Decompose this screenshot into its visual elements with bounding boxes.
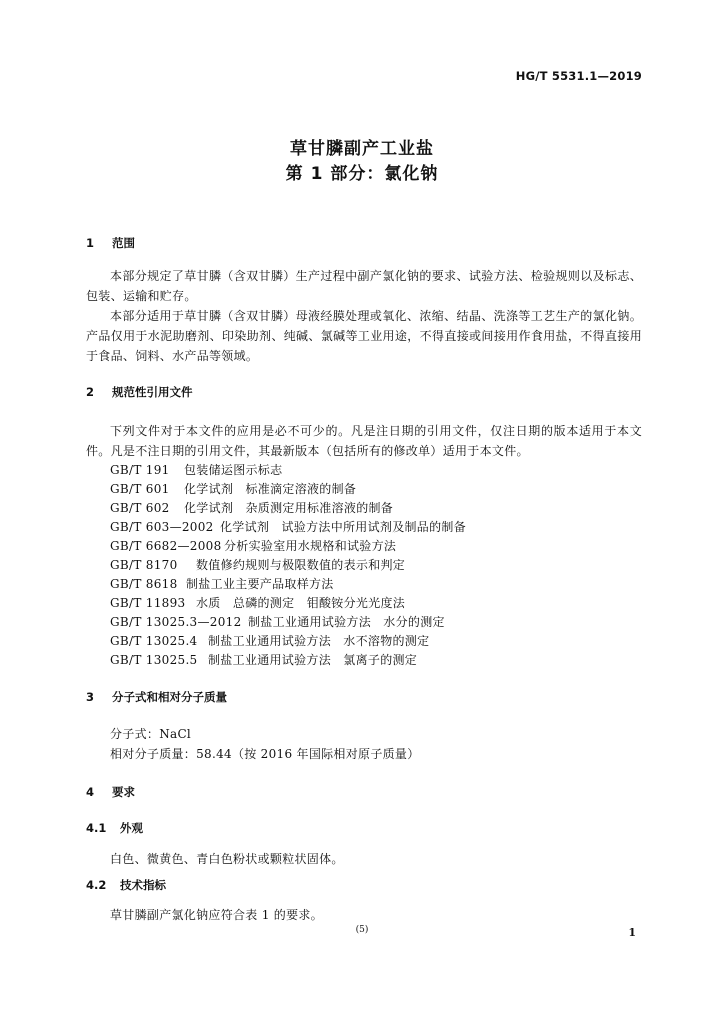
reference-item (110, 499, 393, 516)
reference-code: GB/T 8618 (110, 577, 178, 591)
reference-item (110, 537, 396, 554)
reference-code: GB/T 601 (110, 482, 170, 496)
reference-title: 制盐工业主要产品取样方法 (186, 577, 334, 591)
section-2-paragraph: 下列文件对于本文件的应用是必不可少的。凡是注日期的引用文件，仅注日期的版本适用于本文件。凡是不注日期的引用文件，其最新版本（包括所有的修改单）适用于本文件。 (86, 424, 642, 458)
section-title: 范围 (112, 236, 136, 250)
technical-spec-text: 草甘膦副产氯化钠应符合表 1 的要求。 (110, 908, 323, 922)
reference-item (110, 613, 445, 630)
section-4-1-heading (86, 820, 143, 836)
reference-title: 制盐工业通用试验方法 水不溶物的测定 (208, 634, 430, 648)
section-1-paragraph-1: 本部分规定了草甘膦（含双甘膦）生产过程中副产氯化钠的要求、试验方法、检验规则以及标志、包装、运输和贮存。 (86, 269, 642, 303)
section-title: 要求 (112, 785, 136, 799)
section-title: 外观 (120, 821, 144, 835)
reference-code: GB/T 13025.3—2012 (110, 615, 242, 629)
section-number: 2 (86, 385, 95, 399)
reference-item (110, 556, 405, 573)
reference-title: 水质 总磷的测定 钼酸铵分光光度法 (196, 596, 406, 610)
reference-code: GB/T 8170 (110, 558, 178, 572)
reference-item (110, 480, 356, 497)
reference-code: GB/T 13025.4 (110, 634, 198, 648)
molecular-mass: 相对分子质量：58.44（按 2016 年国际相对原子质量） (110, 747, 420, 761)
reference-title: 化学试剂 标准滴定溶液的制备 (184, 482, 357, 496)
reference-code: GB/T 191 (110, 463, 170, 477)
page-footer-label: (5) (355, 925, 369, 935)
reference-title: 制盐工业通用试验方法 水分的测定 (248, 615, 445, 629)
section-title: 规范性引用文件 (112, 385, 193, 399)
reference-title: 化学试剂 试验方法中所用试剂及制品的制备 (220, 520, 467, 534)
reference-item (110, 461, 282, 478)
reference-item (110, 594, 405, 611)
molecular-formula: 分子式：NaCl (110, 727, 192, 741)
document-title: 草甘膦副产工业盐 (290, 139, 434, 159)
standard-code: HG/T 5531.1—2019 (515, 69, 642, 83)
section-1-paragraph-2: 本部分适用于草甘膦（含双甘膦）母液经膜处理或氧化、浓缩、结晶、洗涤等工艺生产的氯化钠。产品仅用于水泥助磨剂、印染助剂、纯碱、氯碱等工业用途，不得直接或间接用作食用盐，不得直接用于食品、饲料、水产品等领域。 (86, 309, 642, 363)
section-number: 1 (86, 236, 95, 250)
appearance-text: 白色、微黄色、青白色粉状或颗粒状固体。 (110, 852, 344, 866)
reference-title: 制盐工业通用试验方法 氯离子的测定 (208, 653, 418, 667)
reference-title: 数值修约规则与极限数值的表示和判定 (196, 558, 406, 572)
reference-code: GB/T 603—2002 (110, 520, 214, 534)
section-2-heading (86, 384, 193, 400)
reference-title: 化学试剂 杂质测定用标准溶液的制备 (184, 501, 394, 515)
section-number: 3 (86, 690, 95, 704)
section-4-2-heading (86, 877, 166, 893)
reference-code: GB/T 602 (110, 501, 170, 515)
section-title: 分子式和相对分子质量 (112, 690, 228, 704)
section-number: 4 (86, 785, 95, 799)
section-1-heading (86, 235, 135, 251)
section-number: 4.2 (86, 878, 107, 892)
reference-title: 分析实验室用水规格和试验方法 (224, 539, 397, 553)
reference-code: GB/T 6682—2008 (110, 539, 222, 553)
section-3-heading (86, 689, 227, 705)
document-subtitle: 第 1 部分：氯化钠 (285, 164, 439, 184)
reference-item (110, 651, 417, 668)
reference-code: GB/T 13025.5 (110, 653, 198, 667)
reference-item (110, 575, 334, 592)
section-number: 4.1 (86, 821, 107, 835)
reference-code: GB/T 11893 (110, 596, 186, 610)
page-number: 1 (628, 926, 636, 939)
reference-item (110, 632, 429, 649)
section-4-heading (86, 784, 135, 800)
section-title: 技术指标 (120, 878, 167, 892)
reference-item (110, 518, 466, 535)
reference-title: 包装储运图示标志 (184, 463, 283, 477)
